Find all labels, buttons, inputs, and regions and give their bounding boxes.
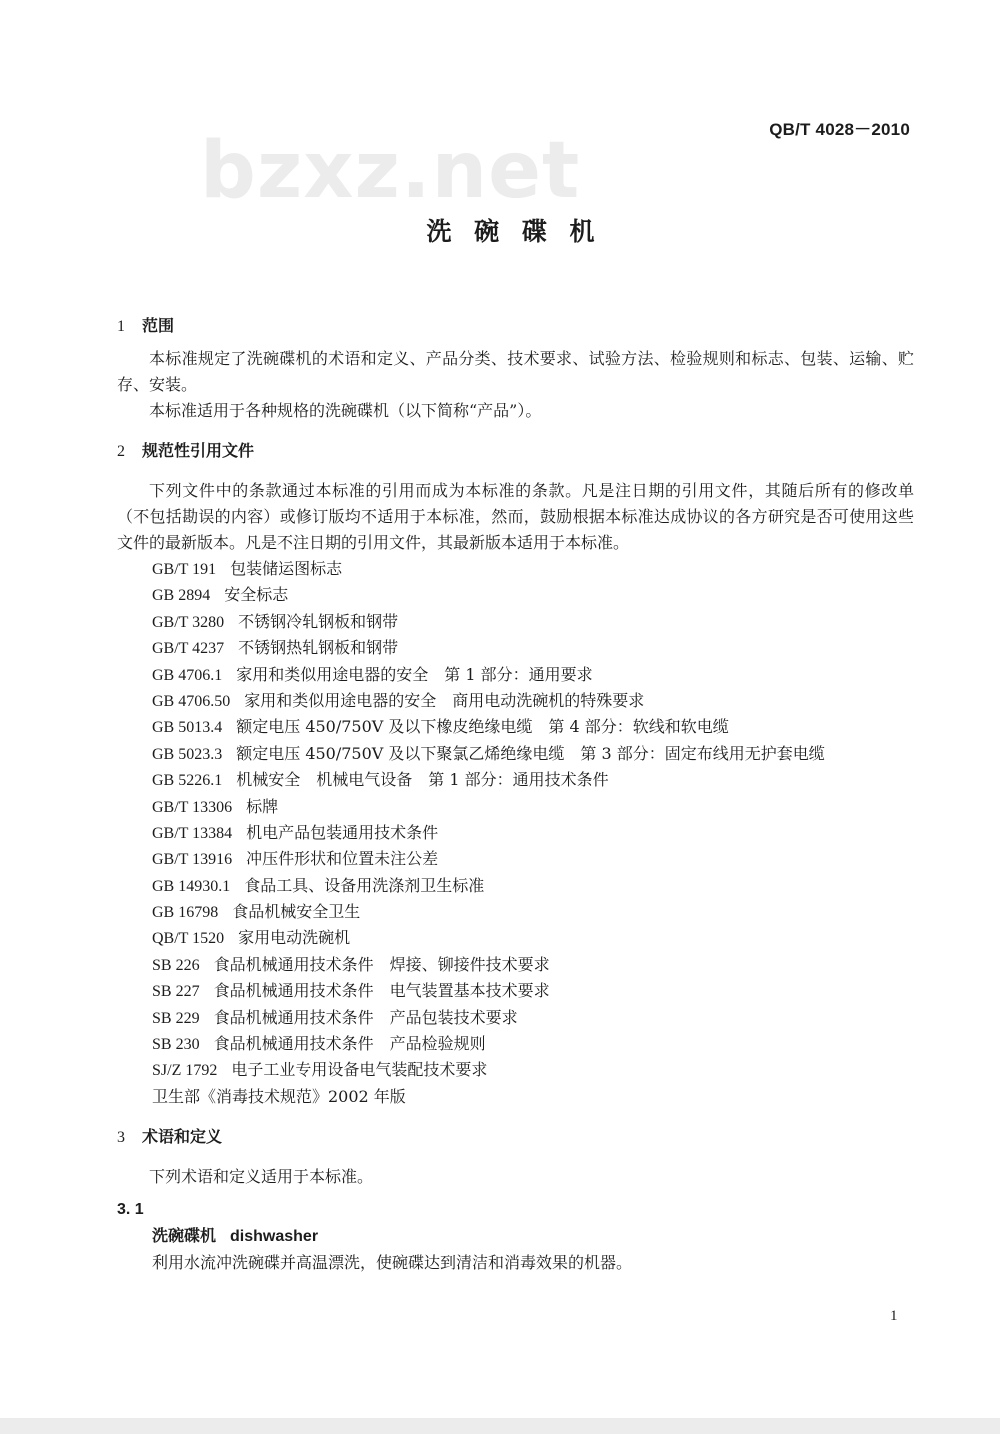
reference-item xyxy=(152,635,914,661)
reference-title: 机械安全 机械电气设备 第 1 部分：通用技术条件 xyxy=(236,770,609,790)
reference-title: 额定电压 450/750V 及以下聚氯乙烯绝缘电缆 第 3 部分：固定布线用无护套电缆 xyxy=(236,743,825,763)
viewer-bottom-bar xyxy=(0,1418,1000,1434)
reference-title: 标牌 xyxy=(246,796,279,816)
term-chinese: 洗碗碟机 xyxy=(152,1226,217,1246)
reference-item xyxy=(152,767,914,793)
reference-code: QB/T 1520 xyxy=(152,930,225,948)
reference-title: 安全标志 xyxy=(224,585,289,605)
reference-code: GB/T 4237 xyxy=(152,640,225,658)
paragraph: 本标准规定了洗碗碟机的术语和定义、产品分类、技术要求、试验方法、检验规则和标志、包装、运输、贮存、安装。 xyxy=(117,349,914,394)
section-number: 3 xyxy=(117,1129,125,1147)
reference-title: 卫生部《消毒技术规范》2002 年版 xyxy=(152,1086,406,1106)
section-2-heading xyxy=(117,438,914,464)
reference-code: SB 227 xyxy=(152,983,200,1001)
reference-title: 食品机械通用技术条件 产品检验规则 xyxy=(213,1034,486,1054)
reference-item xyxy=(152,978,914,1004)
reference-item xyxy=(152,846,914,872)
reference-title: 食品机械通用技术条件 焊接、铆接件技术要求 xyxy=(213,954,550,974)
term-line xyxy=(117,1223,914,1250)
reference-item xyxy=(152,609,914,635)
reference-item xyxy=(152,820,914,846)
reference-title: 电子工业专用设备电气装配技术要求 xyxy=(231,1060,488,1080)
reference-item xyxy=(152,873,914,899)
reference-code: SB 230 xyxy=(152,1036,200,1054)
reference-title: 不锈钢热轧钢板和钢带 xyxy=(238,638,399,658)
reference-code: GB/T 13916 xyxy=(152,851,233,869)
reference-code: SJ/Z 1792 xyxy=(152,1062,218,1080)
term-english: dishwasher xyxy=(230,1228,319,1246)
paragraph: 本标准适用于各种规格的洗碗碟机（以下简称“产品”）。 xyxy=(149,401,542,420)
reference-code: GB 4706.1 xyxy=(152,666,223,684)
section-number: 2 xyxy=(117,443,125,460)
reference-item xyxy=(152,1057,914,1083)
section-title: 术语和定义 xyxy=(142,1127,223,1147)
reference-item xyxy=(152,741,914,767)
reference-item xyxy=(152,688,914,714)
reference-item xyxy=(152,1084,914,1110)
reference-item xyxy=(152,556,914,582)
section-title: 规范性引用文件 xyxy=(142,441,255,460)
document-body xyxy=(117,313,914,1276)
reference-item xyxy=(152,714,914,740)
section-3-heading xyxy=(117,1124,914,1150)
reference-code: GB 14930.1 xyxy=(152,877,231,895)
reference-code: GB/T 3280 xyxy=(152,613,225,631)
reference-code: GB/T 191 xyxy=(152,561,217,578)
reference-item xyxy=(152,925,914,951)
reference-code: GB 16798 xyxy=(152,904,219,922)
reference-item xyxy=(152,794,914,820)
reference-list xyxy=(117,556,914,1110)
section-number: 1 xyxy=(117,318,125,335)
paragraph: 下列文件中的条款通过本标准的引用而成为本标准的条款。凡是注日期的引用文件，其随后所有的修改单（不包括勘误的内容）或修订版均不适用于本标准，然而，鼓励根据本标准达成协议的各方研究是否可使用这些文件的最新版本。凡是不注日期的引用文件，其最新版本适用于本标准。 xyxy=(117,481,914,552)
reference-title: 包装储运图标志 xyxy=(230,559,343,578)
reference-code: GB 5226.1 xyxy=(152,772,223,790)
reference-title: 家用电动洗碗机 xyxy=(238,928,351,948)
reference-item xyxy=(152,1031,914,1057)
page-number: 1 xyxy=(890,1308,898,1324)
term-definition: 利用水流冲洗碗碟并高温漂洗，使碗碟达到清洁和消毒效果的机器。 xyxy=(152,1253,633,1273)
reference-title: 家用和类似用途电器的安全 第 1 部分：通用要求 xyxy=(236,664,593,684)
reference-title: 食品机械通用技术条件 电气装置基本技术要求 xyxy=(213,981,550,1001)
reference-code: SB 229 xyxy=(152,1009,200,1027)
reference-item xyxy=(152,1005,914,1031)
paragraph: 下列术语和定义适用于本标准。 xyxy=(149,1167,374,1187)
reference-item xyxy=(152,899,914,925)
reference-title: 不锈钢冷轧钢板和钢带 xyxy=(238,611,399,631)
reference-code: GB 2894 xyxy=(152,587,211,605)
clause-number: 3. 1 xyxy=(117,1201,144,1219)
reference-title: 冲压件形状和位置未注公差 xyxy=(246,849,439,869)
reference-code: GB 4706.50 xyxy=(152,692,231,710)
section-1-heading xyxy=(117,313,914,339)
reference-item xyxy=(152,662,914,688)
reference-code: GB/T 13306 xyxy=(152,798,233,816)
reference-code: GB/T 13384 xyxy=(152,824,233,842)
reference-title: 机电产品包装通用技术条件 xyxy=(246,822,439,842)
watermark-text: bzxz.net xyxy=(200,126,581,216)
document-title: 洗 碗 碟 机 xyxy=(426,217,602,246)
reference-title: 食品工具、设备用洗涤剂卫生标准 xyxy=(244,875,485,895)
reference-item xyxy=(152,952,914,978)
reference-title: 家用和类似用途电器的安全 商用电动洗碗机的特殊要求 xyxy=(244,690,645,710)
reference-title: 食品机械通用技术条件 产品包装技术要求 xyxy=(213,1007,518,1027)
reference-title: 额定电压 450/750V 及以下橡皮绝缘电缆 第 4 部分：软线和软电缆 xyxy=(236,717,729,737)
reference-code: GB 5023.3 xyxy=(152,745,223,763)
reference-code: GB 5013.4 xyxy=(152,719,223,737)
standard-number: QB/T 4028－2010 xyxy=(769,120,910,139)
reference-item xyxy=(152,582,914,608)
reference-code: SB 226 xyxy=(152,956,200,974)
reference-title: 食品机械安全卫生 xyxy=(232,902,361,922)
section-title: 范围 xyxy=(142,316,175,335)
